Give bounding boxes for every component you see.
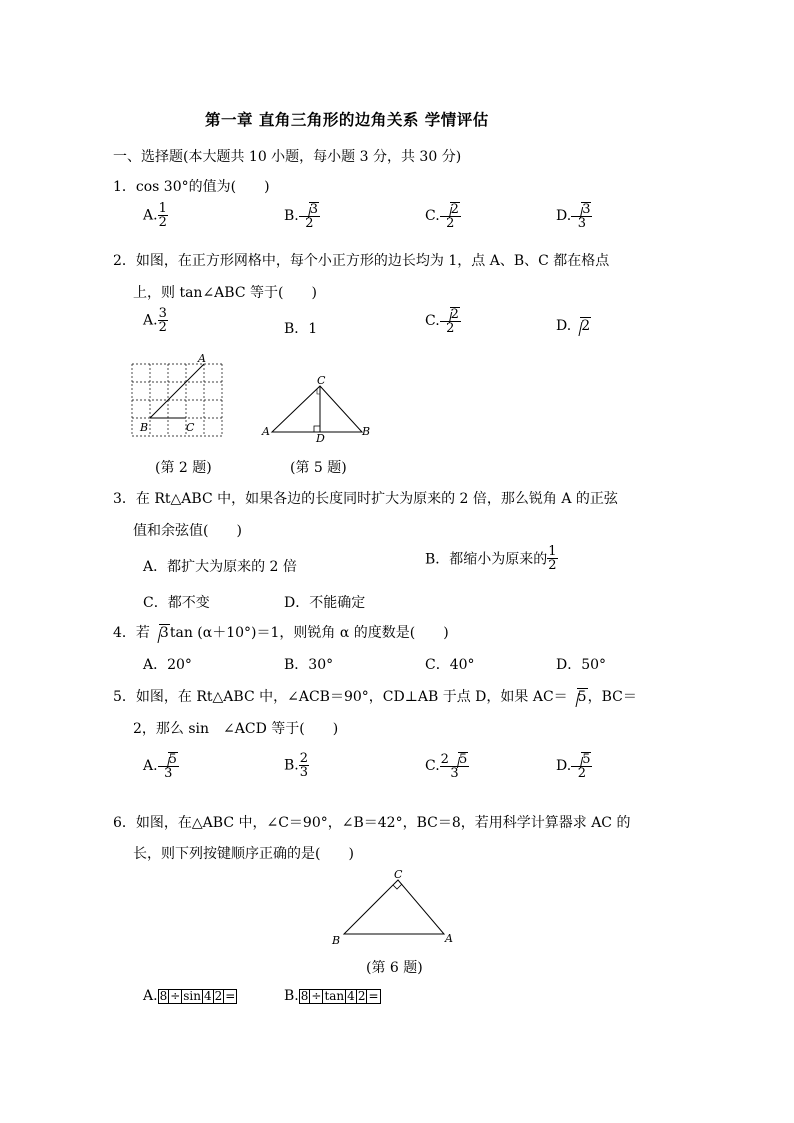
q6-option-a: A. 8 ÷ sin 4 2 = [143,988,236,1004]
q4-option-a: A．20° [143,657,192,673]
q1-option-a: A. $\frac{1}{2}$ [143,201,167,230]
point-a-label: A [445,932,453,945]
q4-option-c: C．40° [425,657,475,673]
q1-option-c: C. $\frac{2}{2}$ [425,202,459,231]
figure-2-caption: (第 2 题) [155,460,212,476]
q2-option-b: B．1 [284,321,318,337]
q5-line2: 2，那么 sin ∠ACD 等于( ) [133,721,339,737]
q3-line2: 值和余弦值( ) [133,523,242,539]
q4-option-b: B．30° [284,657,334,673]
q6-line1: 6．如图，在△ABC 中，∠C＝90°，∠B＝42°，BC＝8，若用科学计算器求 AC 的 [113,815,631,831]
q5-option-a: A. $\frac{5}{3}$ [143,752,177,781]
q1-option-b: B. $\frac{3}{2}$ [284,202,319,231]
point-a-label: A [262,425,270,438]
page-title: 第一章 直角三角形的边角关系 学情评估 [205,110,489,129]
point-c-label: C [394,868,403,881]
figure-5-triangle [258,372,376,444]
point-b-label: B [362,425,371,438]
q6-line2: 长，则下列按键顺序正确的是( ) [133,846,354,862]
q3-option-b: B．都缩小为原来的 $\frac{1}{2}$ [425,544,557,573]
point-c-label: C [186,421,195,434]
q2-option-a: A. $\frac{3}{2}$ [143,306,167,335]
q3-option-c: C．都不变 [143,595,210,611]
q1-option-d: D. $\frac{3}{3}$ [556,202,591,231]
q5-line1: 5．如图，在 Rt△ABC 中，∠ACB＝90°，CD⊥AB 于点 D，如果 AC＝ 5，BC＝ [113,689,637,705]
q5-option-c: C. $\frac{2 5}{3}$ [425,752,468,781]
q1-stem: 1．cos 30°的值为( ) [113,179,270,195]
point-b-label: B [140,421,149,434]
q6-b-keys: 8 ÷ tan 4 2 = [300,989,379,1003]
point-a-label: A [198,352,206,365]
point-d-label: D [316,432,325,444]
q5-option-b: B. $\frac{2}{3}$ [284,751,309,780]
point-b-label: B [332,934,341,947]
q2-line1: 2．如图，在正方形网格中，每个小正方形的边长均为 1，点 A、B、C 都在格点 [113,253,610,269]
q2-option-c: C. $\frac{2}{2}$ [425,307,459,336]
q2-option-d: D. 2 [556,318,591,334]
point-c-label: C [317,374,326,387]
q3-option-a: A．都扩大为原来的 2 倍 [143,559,297,575]
figure-5-caption: (第 5 题) [290,460,347,476]
q3-option-d: D．不能确定 [284,595,366,611]
q6-option-b: B. 8 ÷ tan 4 2 = [284,988,379,1004]
q2-line2: 上，则 tan∠ABC 等于( ) [133,285,317,301]
right-angle-mark [393,884,402,889]
q4-option-d: D．50° [556,657,607,673]
q4-stem: 4．若 3tan (α＋10°)＝1，则锐角 α 的度数是( ) [113,625,449,641]
q3-line1: 3．在 Rt△ABC 中，如果各边的长度同时扩大为原来的 2 倍，那么锐角 A 的正弦 [113,491,618,507]
figure-6-caption: (第 6 题) [366,960,423,976]
section-header: 一、选择题(本大题共 10 小题，每小题 3 分，共 30 分) [113,149,462,165]
segment-ba [150,364,204,418]
figure-6-triangle [328,866,464,948]
figure-2-grid [124,350,228,446]
q6-a-keys: 8 ÷ sin 4 2 = [159,989,236,1003]
q5-option-d: D. $\frac{5}{2}$ [556,752,591,781]
